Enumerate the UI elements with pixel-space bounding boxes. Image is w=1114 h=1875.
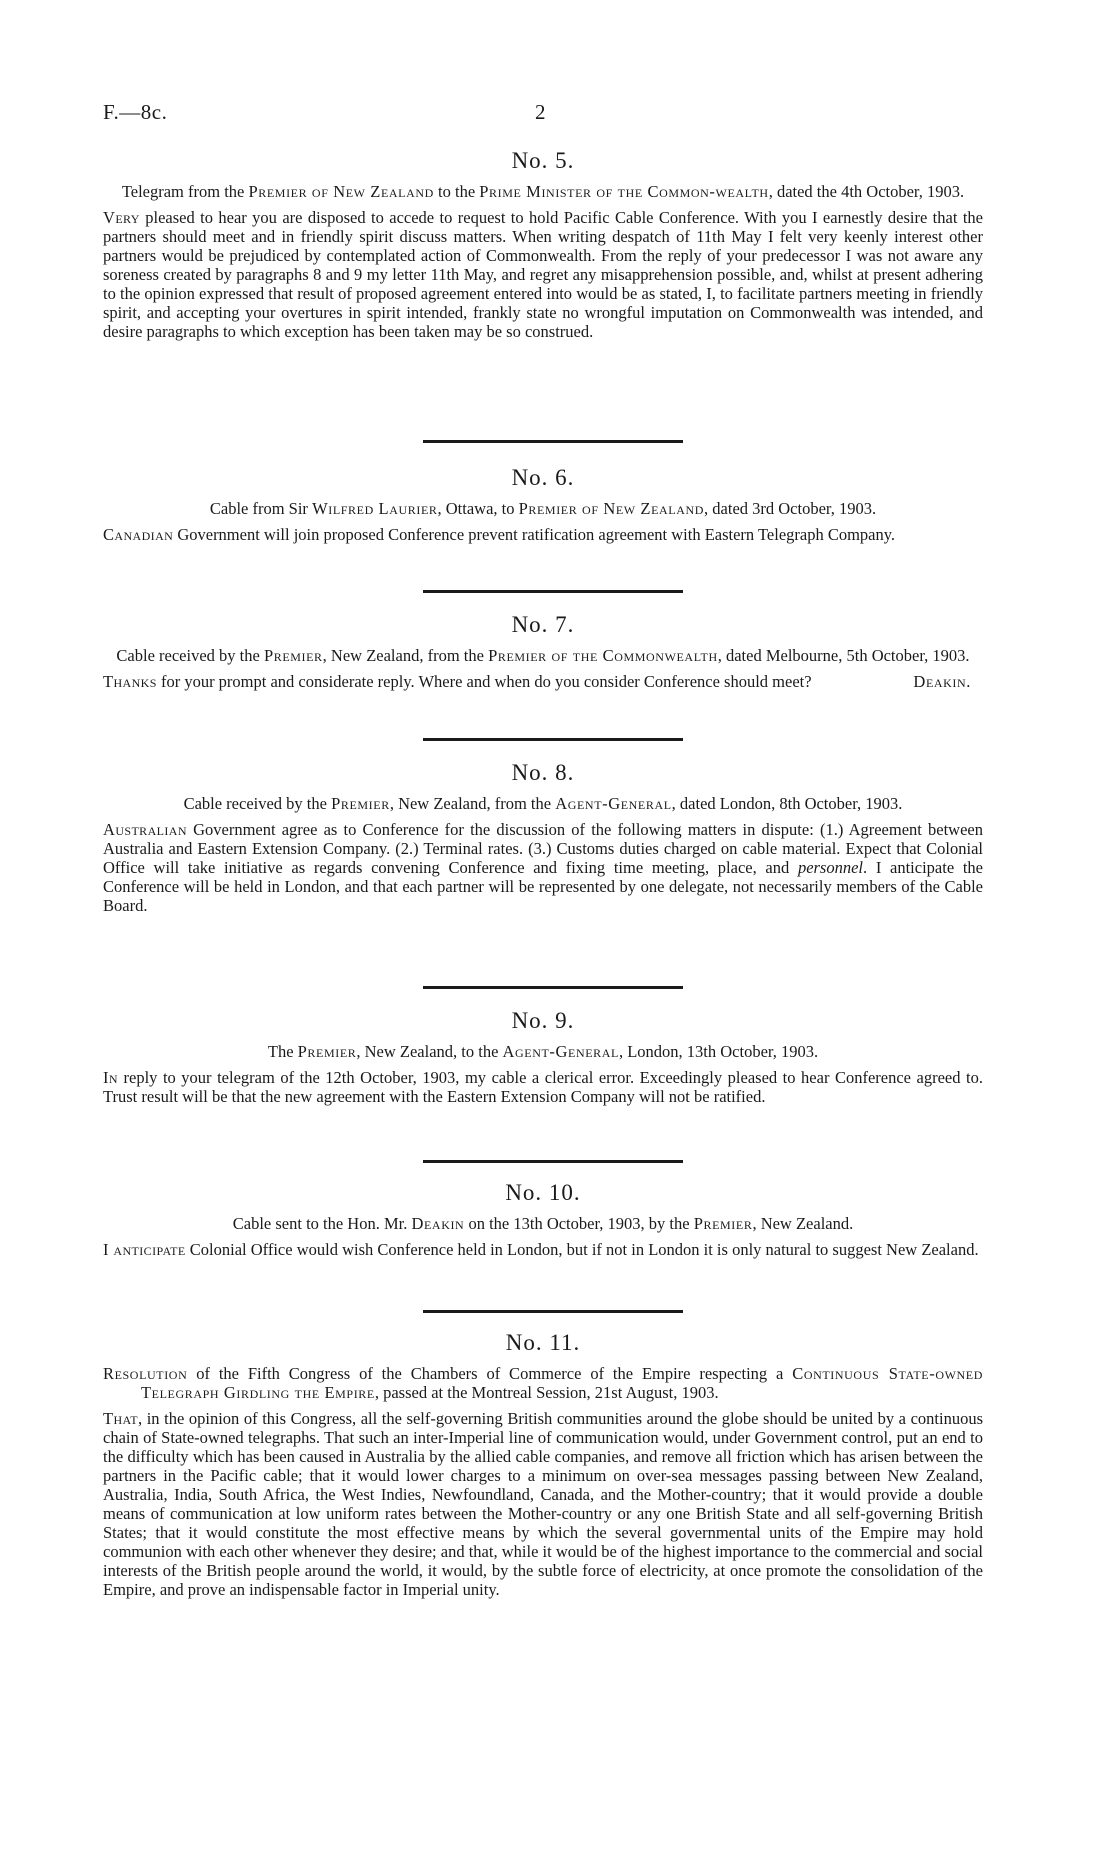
section-no-8 [103, 760, 983, 915]
section-caption: Cable received by the Premier, New Zealand, from the Premier of the Commonwealth, dated Melbourne, 5th October, 1903. [116, 646, 970, 665]
section-body: Thanks for your prompt and considerate reply. Where and when do you consider Conference should meet? [103, 672, 812, 691]
section-body: Canadian Government will join proposed Conference prevent ratification agreement with Eastern Telegraph Company. [103, 525, 896, 544]
section-no-6 [103, 465, 983, 544]
section-caption: Telegram from the Premier of New Zealand to the Prime Minister of the Common-wealth, dated the 4th October, 1903. [121, 182, 965, 201]
section-divider [423, 738, 683, 741]
section-body: I anticipate Colonial Office would wish Conference held in London, but if not in London it is only natural to suggest New Zealand. [103, 1240, 979, 1259]
section-title: No. 11. [505, 1330, 581, 1355]
section-divider [423, 986, 683, 989]
section-body: Very pleased to hear you are disposed to accede to request to hold Pacific Cable Conference. With you I earnestly desire that the partners should meet and in friendly spirit discuss matters. When writing despatch of 11th May I felt very keenly interest other partners would be prejudiced by contemplated action of Commonwealth. From the reply of your predecessor I was not aware any soreness created by paragraphs 8 and 9 my letter 11th May, and regret any misapprehension possible, and, whilst at present adhering to the opinion expressed that result of proposed agreement entered into would be as stated, I, to facilitate partners meeting in friendly spirit, and accepting your overtures in spirit intended, frankly state no wrongful imputation on Commonwealth was intended, and desire paragraphs to which exception has been taken may be so construed. [103, 208, 983, 341]
signature: Deakin. [913, 672, 971, 691]
section-title: No. 6. [511, 465, 575, 490]
section-divider [423, 1310, 683, 1313]
section-title: No. 9. [511, 1008, 575, 1033]
section-no-10 [103, 1180, 983, 1259]
section-title: No. 5. [511, 148, 575, 173]
section-divider [423, 440, 683, 443]
section-caption: Cable sent to the Hon. Mr. Deakin on the 13th October, 1903, by the Premier, New Zealand. [232, 1214, 854, 1233]
section-title: No. 7. [511, 612, 575, 637]
section-no-9 [103, 1008, 983, 1106]
section-divider [423, 590, 683, 593]
section-no-11 [103, 1330, 983, 1599]
section-title: No. 8. [511, 760, 575, 785]
section-no-5 [103, 148, 983, 341]
section-caption: Resolution of the Fifth Congress of the Chambers of Commerce of the Empire respecting a Continuous State-owned Telegraph Girdling the Empire, passed at the Montreal Session, 21st August, 1903. [103, 1364, 983, 1402]
section-divider [423, 1160, 683, 1163]
section-title: No. 10. [505, 1180, 581, 1205]
document-reference: F.—8c. [103, 100, 168, 124]
section-body: Australian Government agree as to Conference for the discussion of the following matters in dispute: (1.) Agreement between Australia and Eastern Extension Company. (2.) Terminal rates. (3.) Customs duties charged on cable material. Expect that Colonial Office will take initiative as regards convening Conference and fixing time meeting, place, and personnel. I anticipate the Conference will be held in London, and that each partner will be represented by one delegate, not necessarily members of the Cable Board. [103, 820, 983, 915]
section-caption: Cable from Sir Wilfred Laurier, Ottawa, to Premier of New Zealand, dated 3rd October, 1903. [209, 499, 877, 518]
section-caption: The Premier, New Zealand, to the Agent-General, London, 13th October, 1903. [267, 1042, 819, 1061]
section-caption: Cable received by the Premier, New Zealand, from the Agent-General, dated London, 8th October, 1903. [183, 794, 903, 813]
section-body: That, in the opinion of this Congress, all the self-governing British communities around the globe should be united by a continuous chain of State-owned telegraphs. That such an inter-Imperial line of communication would, under Government control, put an end to the difficulty which has been caused in Australia by the allied cable companies, and remove all friction which has arisen between the partners in the Pacific cable; that it would lower charges to a minimum on over-sea messages passing between New Zealand, Australia, India, South Africa, the West Indies, Newfoundland, Canada, and the Mother-country; that it would provide a double means of communication at low uniform rates between the Mother-country or any one British State and all self-governing British States; that it would constitute the most effective means by which the several governmental units of the Empire may hold communion with each other whenever they desire; and that, while it would be of the highest importance to the commercial and social interests of the British people around the world, it would, by the subtle force of electricity, at once promote the consolidation of the Empire, and prove an indispensable factor in Imperial unity. [103, 1409, 983, 1599]
page-number: 2 [535, 100, 546, 124]
section-body: In reply to your telegram of the 12th October, 1903, my cable a clerical error. Exceedingly pleased to hear Conference agreed to. Trust result will be that the new agreement with the Eastern Extension Company will not be ratified. [103, 1068, 983, 1106]
section-no-7 [103, 612, 983, 691]
